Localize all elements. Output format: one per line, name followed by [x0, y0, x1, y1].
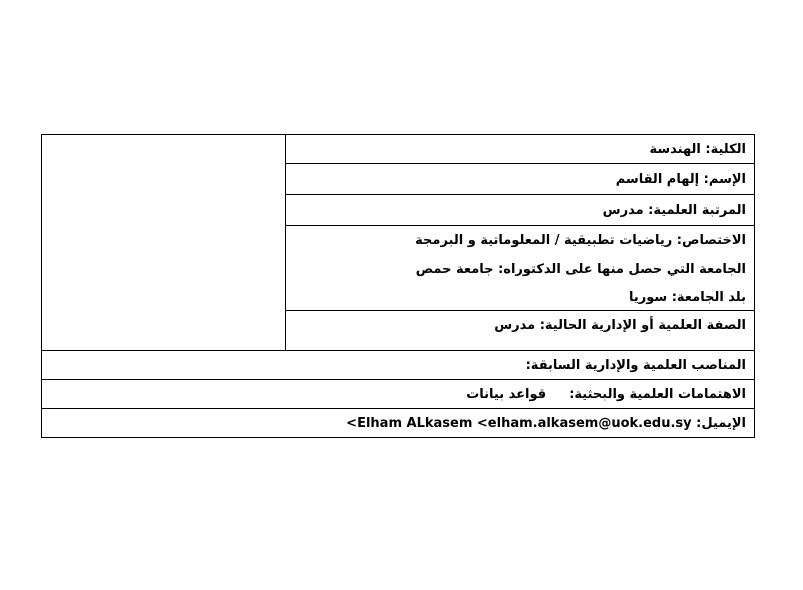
university-country-label: بلد الجامعة:: [671, 290, 746, 305]
profile-table: [41, 134, 755, 438]
rank-label: المرتبة العلمية:: [648, 203, 746, 218]
previous-positions-row: [42, 351, 754, 380]
research-interests-label: الاهتمامات العلمية والبحثية:: [569, 387, 746, 402]
research-interests-value: قواعد بيانات: [466, 387, 547, 402]
phd-university-value: جامعة حمص: [415, 262, 494, 277]
rank-row: [286, 195, 754, 226]
email-label: الإيميل:: [696, 416, 746, 431]
specialization-value: رياضيات تطبيقية / المعلوماتية و البرمجة: [415, 233, 673, 248]
university-country-value: سوريا: [629, 290, 668, 305]
name-value: إلهام القاسم: [615, 172, 700, 187]
name-label: الإسم:: [703, 172, 746, 187]
profile-top-block: [42, 135, 754, 351]
email-row: [42, 410, 754, 437]
current-position-row: [286, 311, 754, 350]
previous-positions-label: المناصب العلمية والإدارية السابقة:: [525, 358, 746, 373]
phd-university-row: [286, 256, 754, 284]
name-row: [286, 164, 754, 195]
current-position-label: الصفة العلمية أو الإدارية الحالية:: [539, 318, 746, 333]
faculty-row: [286, 135, 754, 164]
email-value[interactable]: Elham ALkasem <elham.alkasem@uok.edu.sy>: [346, 416, 692, 431]
profile-info-column: [286, 135, 754, 350]
specialization-row: [286, 226, 754, 256]
faculty-label: الكلية:: [705, 142, 746, 157]
specialization-label: الاختصاص:: [676, 233, 746, 248]
university-country-row: [286, 284, 754, 311]
current-position-value: مدرس: [494, 318, 536, 333]
research-interests-row: [42, 381, 754, 409]
phd-university-label: الجامعة التي حصل منها على الدكتوراه:: [498, 262, 746, 277]
photo-cell: [42, 135, 286, 350]
rank-value: مدرس: [602, 203, 644, 218]
faculty-value: الهندسة: [649, 142, 701, 157]
